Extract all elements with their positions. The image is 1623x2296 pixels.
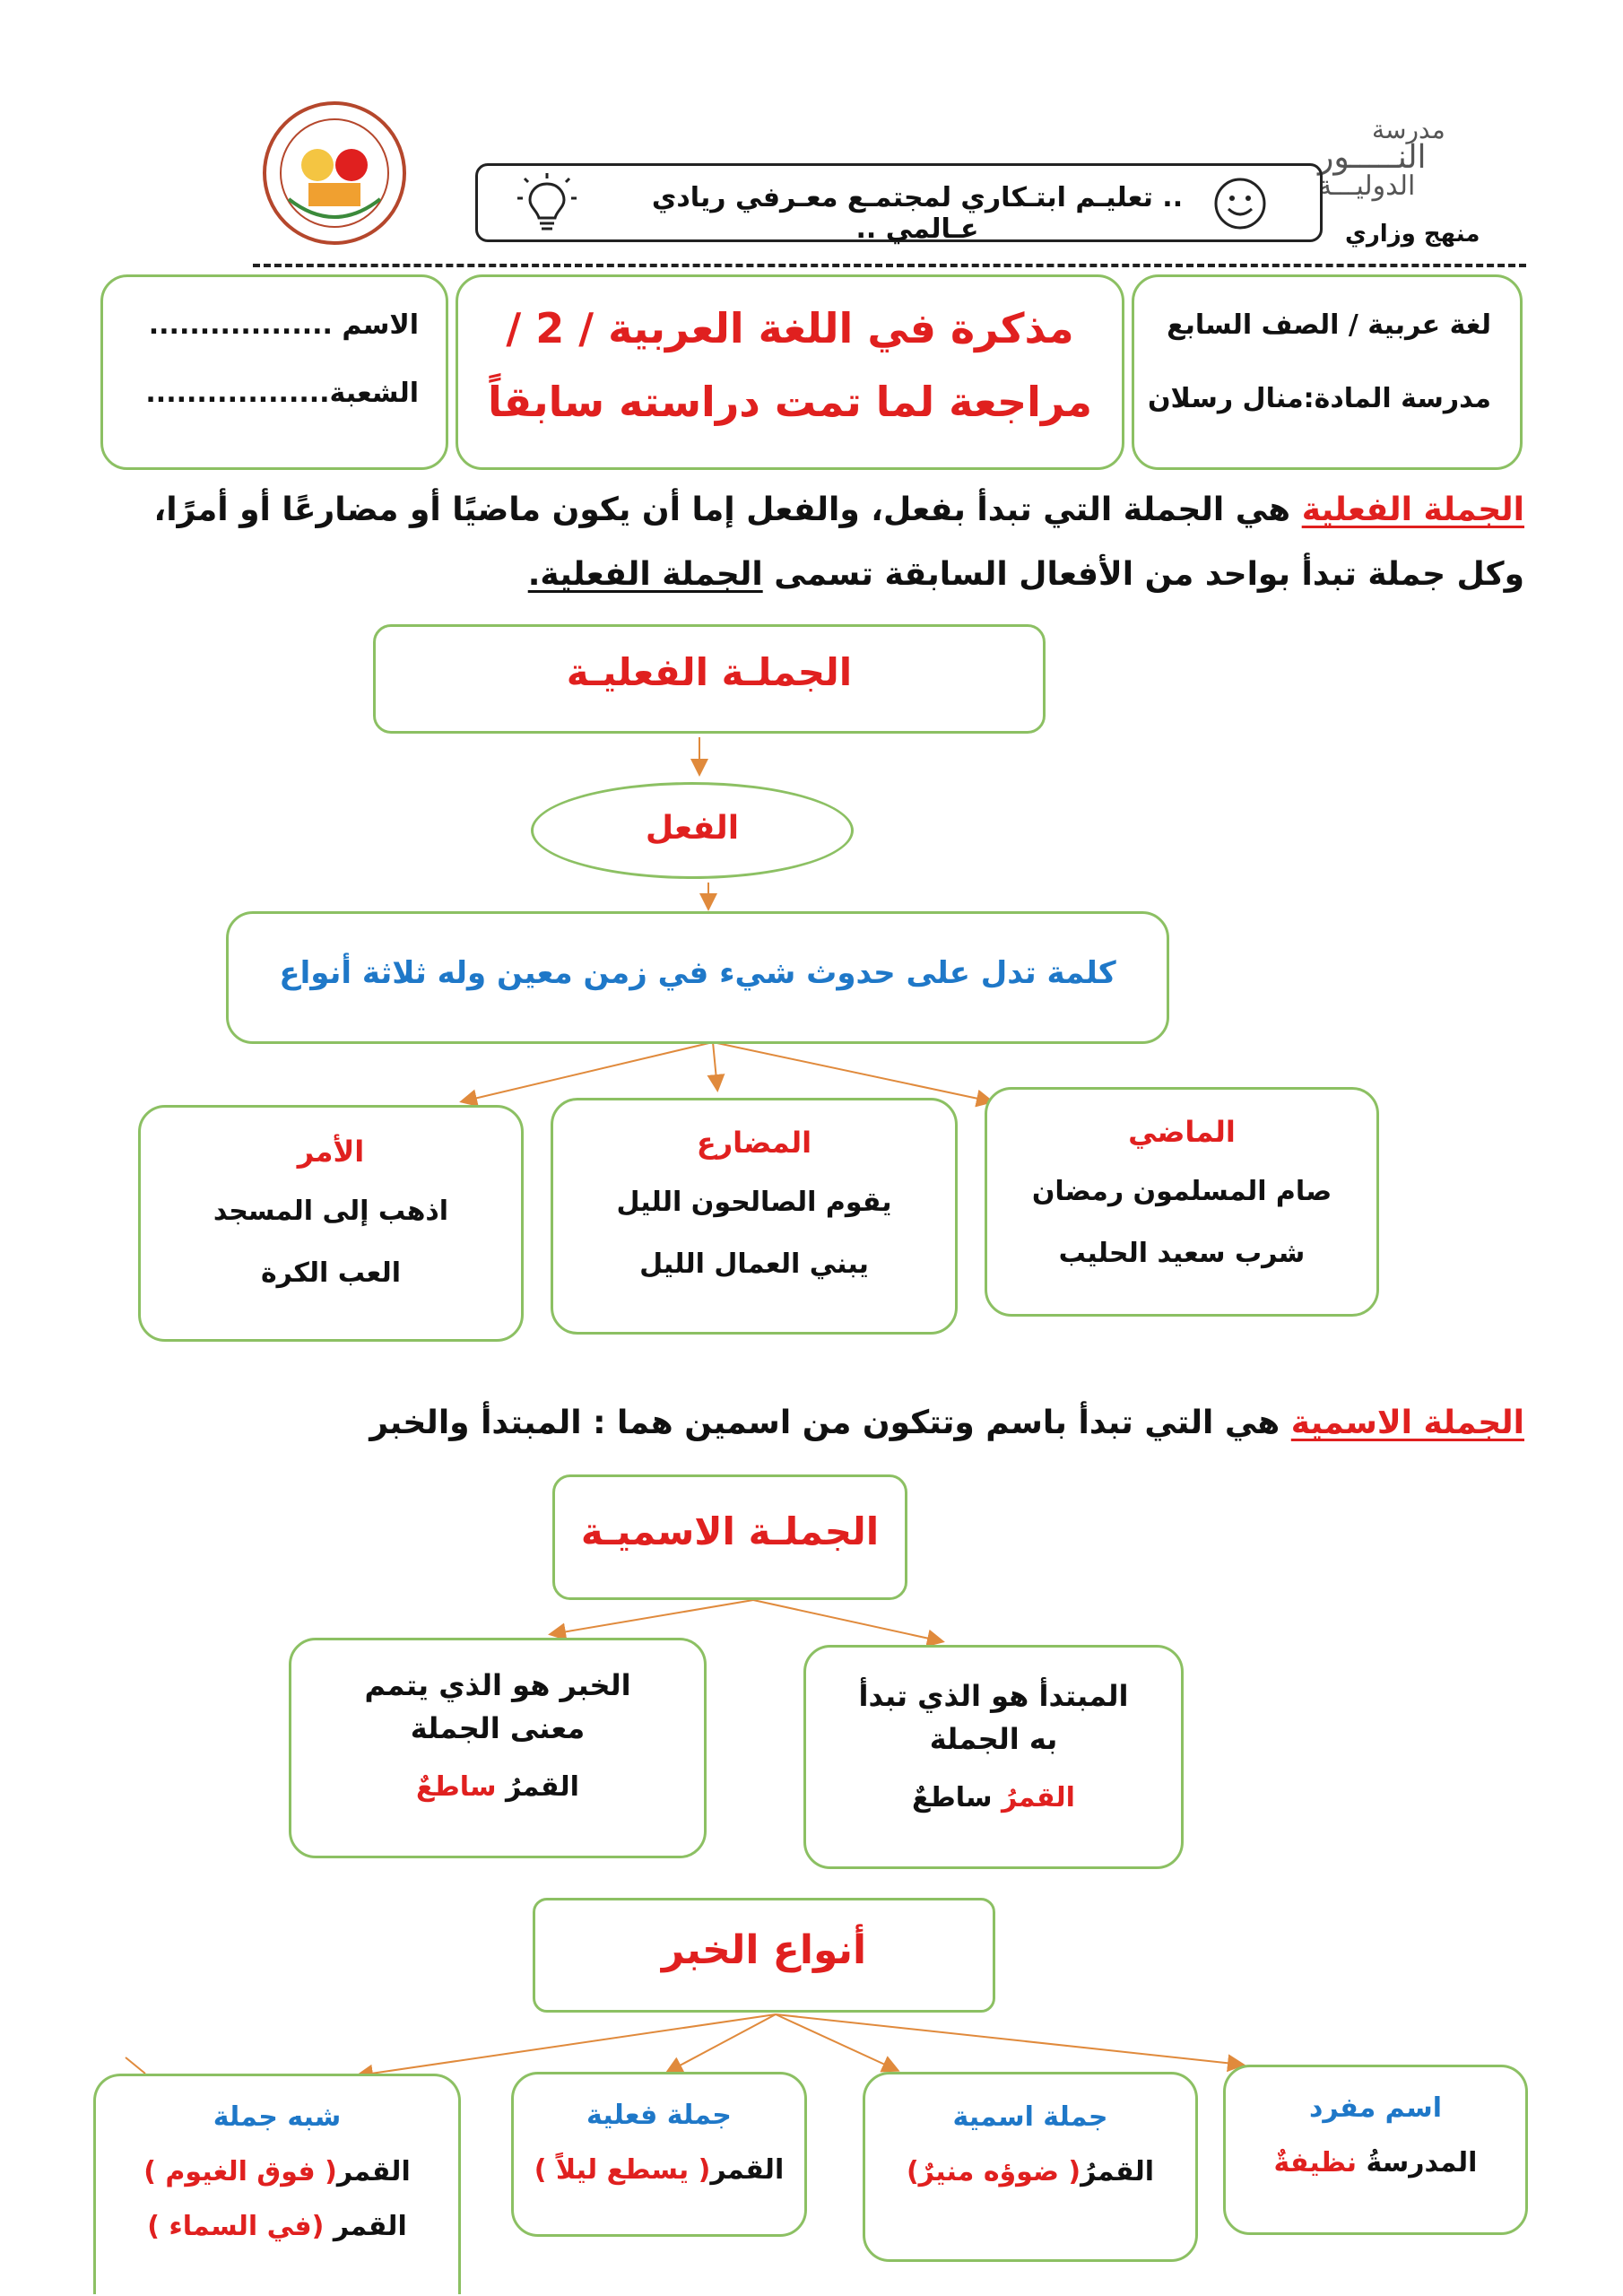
subject-label: لغة عربية / الصف السابع: [1167, 309, 1491, 341]
imperative-title: الأمر: [297, 1135, 365, 1169]
verbal-type-title: جملة فعلية: [586, 2100, 732, 2131]
imperative-example-1: اذهب إلى المسجد: [213, 1196, 449, 1227]
nominal-term: الجملة الاسمية: [1290, 1405, 1524, 1441]
khabar-box: [289, 1638, 707, 1858]
imperative-box: [138, 1105, 524, 1342]
khabar-definition: الخبر هو الذي يتمم معنى الجملة: [364, 1668, 631, 1745]
page-title: مذكرة في اللغة العربية / 2 /: [506, 304, 1074, 352]
verbal-intro-line1: الجملة الفعلية هي الجملة التي تبدأ بفعل، والفعل إما أن يكون ماضيًا أو مضارعًا أو أمرًا،: [153, 491, 1524, 528]
present-title: المضارع: [696, 1126, 812, 1160]
nominal-type-example: القمرُ( ضوؤه منيرٌ): [906, 2156, 1155, 2187]
past-example-1: صام المسلمون رمضان: [1031, 1176, 1332, 1207]
school-name: مدرسة النـــــور الدوليـــة: [1318, 115, 1445, 202]
single-noun-title: اسم مفرد: [1309, 2092, 1442, 2124]
verbal-term: الجملة الفعلية: [1301, 491, 1524, 528]
mubtada-definition: المبتدأ هو الذي تبدأ به الجملة: [858, 1679, 1129, 1756]
slogan-text: .. تعليـم ابتـكاري لمجتمـع معـرفي ريادي عـالمي ..: [651, 182, 1184, 245]
single-noun-example: المدرسةُ نظيفةٌ: [1273, 2147, 1478, 2179]
khabar-types-box: أنواع الخبر: [533, 1898, 995, 2013]
nominal-sentence-box: الجملـة الاسميـة: [552, 1474, 907, 1600]
verb-oval: الفعل: [531, 782, 854, 879]
curriculum-label: منهج وزاري: [1345, 221, 1480, 248]
past-title: الماضي: [1128, 1115, 1236, 1149]
semi-sentence-example-1: القمر( فوق الغيوم ): [143, 2156, 411, 2187]
section-field[interactable]: الشعبة..................: [145, 378, 419, 409]
khabar-type-nominal: [863, 2072, 1198, 2262]
khabar-example: القمرُ ساطعٌ: [416, 1771, 579, 1803]
khabar-type-single-noun: [1223, 2065, 1528, 2235]
mubtada-example: القمرُ ساطعٌ: [912, 1782, 1075, 1813]
khabar-type-semi-sentence: [93, 2074, 461, 2294]
semi-sentence-title: شبه جملة: [213, 2101, 342, 2133]
teacher-label: مدرسة المادة:منال رسلان: [1147, 383, 1491, 414]
semi-sentence-example-2: القمر (في السماء ): [147, 2211, 407, 2242]
nominal-type-title: جملة اسمية: [952, 2101, 1108, 2133]
imperative-example-2: العب الكرة: [260, 1257, 402, 1289]
present-example-1: يقوم الصالحون الليل: [616, 1187, 892, 1218]
khabar-type-verbal: [511, 2072, 807, 2237]
verbal-sentence-box: الجملـة الفعليـة: [373, 624, 1046, 734]
present-example-2: يبني العمال الليل: [639, 1248, 869, 1280]
nominal-intro-line: الجملة الاسمية هي التي تبدأ باسم وتتكون من اسمين هما : المبتدأ والخبر: [369, 1405, 1524, 1441]
page-subtitle: مراجعة لما تمت دراسته سابقاً: [487, 378, 1093, 426]
verbal-intro-line2: وكل جملة تبدأ بواحد من الأفعال السابقة تسمى الجملة الفعلية.: [527, 556, 1524, 593]
present-tense-box: [551, 1098, 958, 1335]
past-tense-box: [985, 1087, 1379, 1317]
verbal-term-2: الجملة الفعلية.: [527, 556, 763, 593]
verb-definition-box: كلمة تدل على حدوث شيء في زمن معين وله ثلاثة أنواع: [226, 911, 1169, 1044]
past-example-2: شرب سعيد الحليب: [1058, 1238, 1306, 1269]
mubtada-box: [803, 1645, 1184, 1869]
name-field[interactable]: الاسم ..................: [148, 309, 419, 341]
verbal-type-example: القمر( يسطع ليلاً ): [534, 2154, 785, 2186]
